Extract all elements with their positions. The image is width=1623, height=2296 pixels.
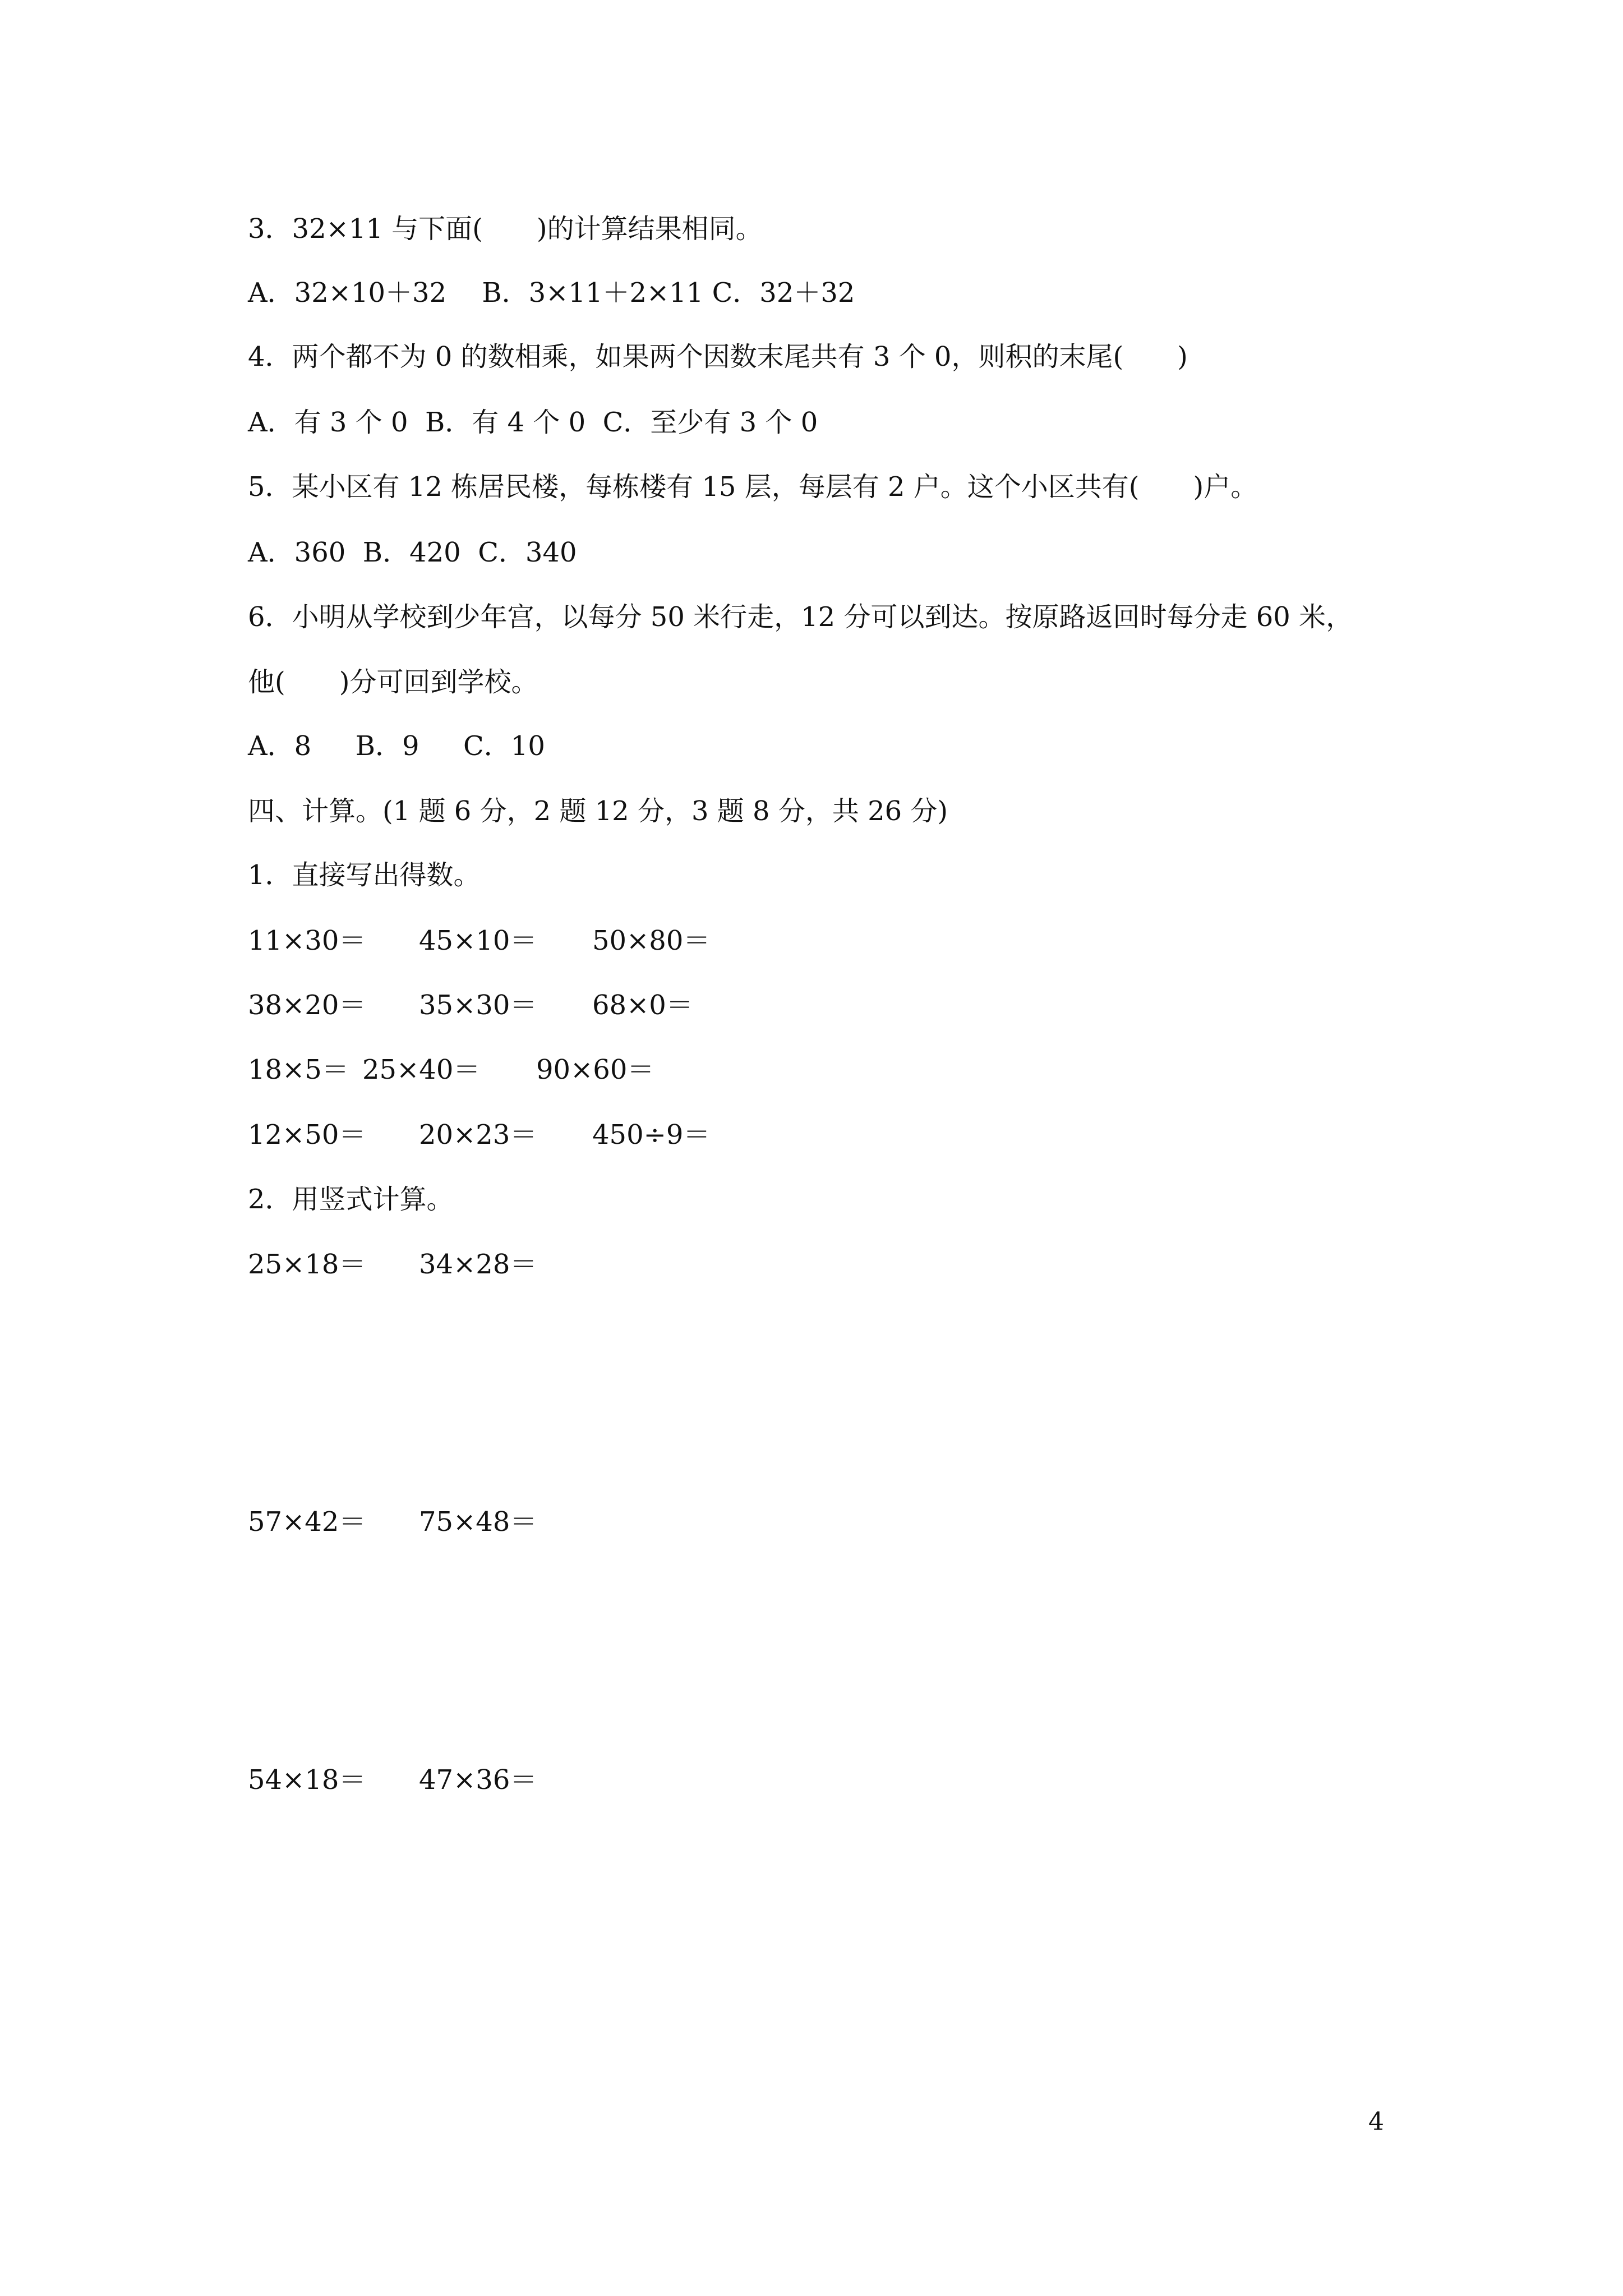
vertical-item: 25×18＝ — [248, 1249, 366, 1280]
question-5-options: A．360 B．420 C．340 — [248, 537, 577, 568]
question-5: 5．某小区有 12 栋居民楼，每栋楼有 15 层，每层有 2 户。这个小区共有( )户。 — [248, 471, 1258, 503]
vertical-item: 47×36＝ — [419, 1764, 537, 1796]
oral-row — [248, 1053, 654, 1087]
vertical-item: 54×18＝ — [248, 1764, 366, 1796]
vertical-row — [248, 1505, 537, 1539]
oral-item: 11×30＝ — [248, 925, 366, 956]
vertical-item: 75×48＝ — [419, 1506, 537, 1538]
oral-item: 68×0＝ — [592, 990, 693, 1021]
subquestion-2: 2．用竖式计算。 — [248, 1184, 454, 1215]
oral-item: 20×23＝ — [419, 1119, 537, 1151]
oral-item: 450÷9＝ — [592, 1119, 711, 1151]
subquestion-1: 1．直接写出得数。 — [248, 859, 481, 891]
question-4: 4．两个都不为 0 的数相乘，如果两个因数末尾共有 3 个 0，则积的末尾( ) — [248, 341, 1188, 372]
oral-item: 12×50＝ — [248, 1119, 366, 1151]
vertical-row — [248, 1763, 537, 1797]
oral-item: 90×60＝ — [536, 1054, 654, 1085]
oral-row — [248, 1118, 711, 1152]
oral-item: 35×30＝ — [419, 990, 537, 1021]
question-6-cont: 他( )分可回到学校。 — [248, 666, 538, 698]
vertical-row — [248, 1248, 537, 1281]
oral-item: 45×10＝ — [419, 925, 537, 956]
section-heading: 四、计算。(1 题 6 分，2 题 12 分，3 题 8 分，共 26 分) — [248, 795, 948, 827]
vertical-item: 34×28＝ — [419, 1249, 537, 1280]
page-number: 4 — [1368, 2108, 1384, 2136]
oral-item: 38×20＝ — [248, 990, 366, 1021]
oral-row — [248, 924, 711, 958]
question-4-options: A．有 3 个 0 B．有 4 个 0 C．至少有 3 个 0 — [248, 407, 818, 438]
question-6: 6．小明从学校到少年宫，以每分 50 米行走，12 分可以到达。按原路返回时每分走 60 米， — [248, 601, 1353, 633]
question-6-options: A．8 B．9 C．10 — [248, 730, 545, 762]
question-3-options: A．32×10＋32 B．3×11＋2×11 C．32＋32 — [248, 277, 855, 309]
oral-item: 18×5＝ — [248, 1054, 349, 1085]
oral-item: 25×40＝ — [362, 1054, 481, 1085]
oral-item: 50×80＝ — [592, 925, 711, 956]
vertical-item: 57×42＝ — [248, 1506, 366, 1538]
oral-row — [248, 988, 693, 1022]
question-3: 3．32×11 与下面( )的计算结果相同。 — [248, 213, 763, 245]
